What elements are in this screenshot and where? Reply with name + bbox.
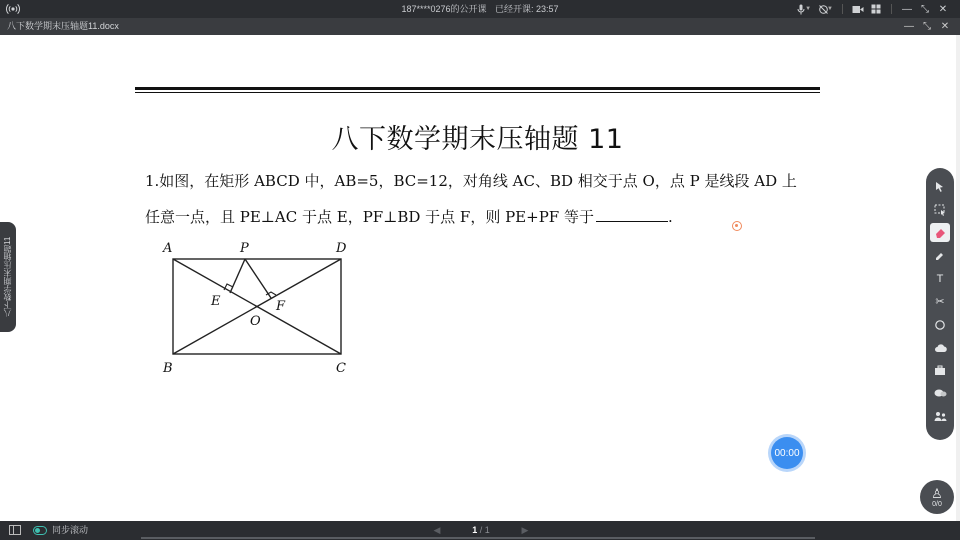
next-page-icon[interactable]: ▶ [521,524,529,535]
top-tools [792,2,952,16]
layout-toggle-icon[interactable] [9,525,21,535]
question-line-2-text: 任意一点，且 PE⊥AC 于点 E，PF⊥BD 于点 F，则 PE+PF 等于 [145,208,594,226]
sync-scroll-label: 同步滚动 [52,525,89,535]
label-o: O [250,314,261,329]
shape-icon[interactable] [930,315,950,334]
header-rule-thin [135,92,820,93]
label-f: F [276,299,286,314]
doc-minimize-icon[interactable]: — [904,20,914,32]
pointer-icon[interactable] [930,177,950,196]
briefcase-icon[interactable] [930,361,950,380]
toolbar-divider [842,4,843,14]
pointer-cursor-icon [732,221,742,231]
eraser-icon[interactable] [930,223,950,242]
document-side-tab[interactable] [0,222,16,332]
select-icon[interactable] [930,200,950,219]
camera-dropdown-icon[interactable]: ▼ [827,6,833,12]
sync-scroll-toggle[interactable] [33,526,47,535]
seat-icon: ♙ [931,485,943,501]
answer-blank [596,208,668,222]
text-icon[interactable]: T [936,272,944,285]
top-bar [0,0,960,18]
close-icon[interactable]: ✕ [938,3,948,15]
toolbar-divider [891,4,892,14]
session-title: 187****0276的公开课 [401,4,487,14]
minimize-icon[interactable]: — [902,3,912,15]
mic-dropdown-icon[interactable]: ▼ [805,6,812,12]
chat-icon[interactable] [930,384,950,403]
page-navigator [430,524,532,536]
right-toolbar [926,168,954,440]
restore-icon[interactable]: ⤡ [921,3,929,15]
header-rule-thick [135,87,820,90]
seat-count: 0/0 [932,500,942,508]
document-filename: 八下数学期末压轴题11.docx [7,21,119,31]
doc-restore-icon[interactable]: ⤡ [923,20,931,32]
question-line-2-end: . [667,208,673,226]
pen-icon[interactable] [930,246,950,265]
label-p: P [240,241,249,256]
page-separator: / [477,525,485,535]
seat-button[interactable] [920,480,954,514]
users-icon[interactable] [930,407,950,426]
video-icon[interactable] [849,2,867,16]
segment-pf [245,259,271,298]
current-page: 1 [472,525,478,535]
side-tab-label: 八下数学期末压轴题11 [3,236,12,318]
vertical-scrollbar[interactable] [956,35,960,521]
label-d: D [336,241,347,256]
prev-page-icon[interactable]: ◀ [433,524,441,535]
document-title-bar [0,18,960,35]
cloud-icon[interactable] [930,338,950,357]
label-e: E [211,294,221,309]
question-line-2 [145,206,673,227]
label-a: A [163,241,173,256]
timer-button[interactable]: 00:00 [771,437,803,469]
page-indicator [444,524,518,536]
document-window-controls [902,20,952,32]
label-b: B [163,361,173,376]
segment-pe [230,259,245,293]
document-heading: 八下数学期末压轴题 11 [331,124,624,155]
grid-icon[interactable] [867,2,885,16]
total-pages: 1 [484,525,490,535]
scroll-progress-bar[interactable] [141,537,815,539]
document-page [0,35,960,521]
scissors-icon[interactable]: ✂ [935,296,945,308]
doc-close-icon[interactable]: ✕ [940,20,950,32]
question-line-1: 1.如图，在矩形 ABCD 中，AB=5，BC=12，对角线 AC、BD 相交于点 O，点 P 是线段 AD 上 [145,172,797,190]
label-c: C [336,361,346,376]
session-status: 已经开课: 23:57 [495,4,559,14]
rectangle-figure [158,237,358,377]
